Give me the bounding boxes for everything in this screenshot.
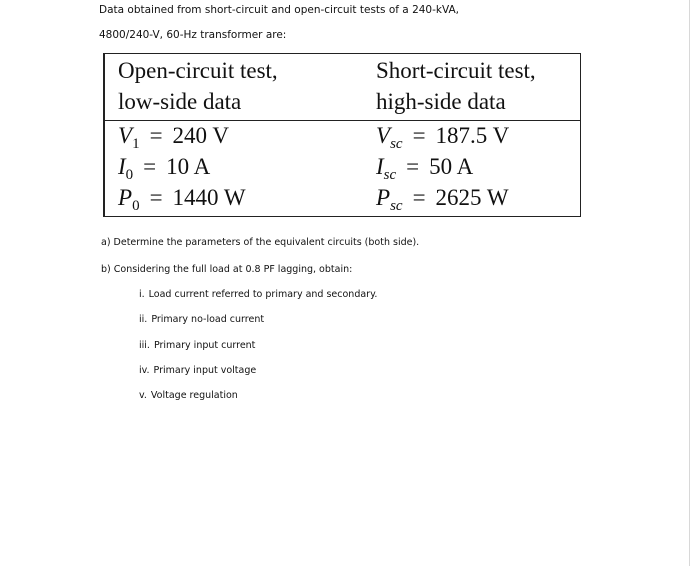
symbol: P — [118, 185, 133, 210]
list-marker: v. — [139, 390, 147, 402]
subscript: 0 — [125, 167, 134, 183]
question-b-sublist — [139, 289, 377, 415]
open-circuit-header-line-2: low-side data — [118, 89, 242, 114]
subscript: sc — [390, 198, 403, 214]
equals-sign: = — [412, 185, 426, 210]
table-row-i0 — [118, 151, 246, 182]
list-marker: iv. — [139, 364, 150, 376]
subscript: 0 — [132, 198, 140, 214]
list-text: Load current referred to primary and secondary. — [148, 289, 378, 300]
open-circuit-values — [118, 120, 246, 213]
intro-line-1: Data obtained from short-circuit and open-circuit tests of a 240-kVA, — [99, 4, 460, 16]
value: 2625 W — [435, 185, 509, 210]
list-marker: ii. — [139, 314, 148, 326]
short-circuit-header — [376, 55, 536, 117]
test-data-table — [103, 53, 581, 217]
intro-line-2: 4800/240-V, 60-Hz transformer are: — [99, 29, 287, 41]
subscript: 1 — [132, 136, 140, 152]
table-row-p0 — [118, 182, 246, 213]
list-item — [139, 289, 377, 314]
table-row-vsc — [376, 120, 509, 151]
value: 50 A — [429, 154, 474, 179]
symbol: I — [118, 154, 126, 179]
table-row-isc — [376, 151, 509, 182]
list-item — [139, 390, 377, 415]
short-circuit-header-line-1: Short-circuit test, — [376, 58, 536, 83]
table-row-v1 — [118, 120, 246, 151]
list-item — [139, 340, 377, 365]
symbol: I — [376, 154, 384, 179]
short-circuit-values — [376, 120, 509, 213]
table-row-psc — [376, 182, 509, 213]
list-marker: i. — [139, 289, 145, 300]
symbol: V — [118, 123, 133, 148]
question-a: a) Determine the parameters of the equivalent circuits (both side). — [101, 237, 420, 248]
list-item — [139, 314, 377, 339]
short-circuit-header-line-2: high-side data — [376, 89, 506, 114]
list-text: Primary input voltage — [153, 364, 257, 376]
page-edge-divider — [689, 0, 690, 566]
open-circuit-header — [118, 55, 278, 117]
table-header-row — [105, 54, 580, 121]
list-item — [139, 365, 377, 390]
value: 240 V — [172, 123, 229, 148]
list-marker: iii. — [139, 339, 150, 351]
subscript: sc — [383, 167, 397, 183]
list-text: Primary no-load current — [151, 314, 265, 326]
value: 1440 W — [172, 185, 246, 210]
value: 10 A — [166, 154, 211, 179]
value: 187.5 V — [435, 123, 510, 148]
equals-sign: = — [149, 123, 163, 148]
equals-sign: = — [406, 154, 420, 179]
symbol: V — [376, 123, 391, 148]
list-text: Primary input current — [153, 339, 256, 351]
list-text: Voltage regulation — [150, 390, 238, 402]
equals-sign: = — [412, 123, 426, 148]
equals-sign: = — [149, 185, 163, 210]
question-b: b) Considering the full load at 0.8 PF lagging, obtain: — [101, 264, 353, 275]
subscript: sc — [390, 136, 403, 152]
symbol: P — [376, 185, 391, 210]
open-circuit-header-line-1: Open-circuit test, — [118, 58, 278, 83]
equals-sign: = — [143, 154, 157, 179]
